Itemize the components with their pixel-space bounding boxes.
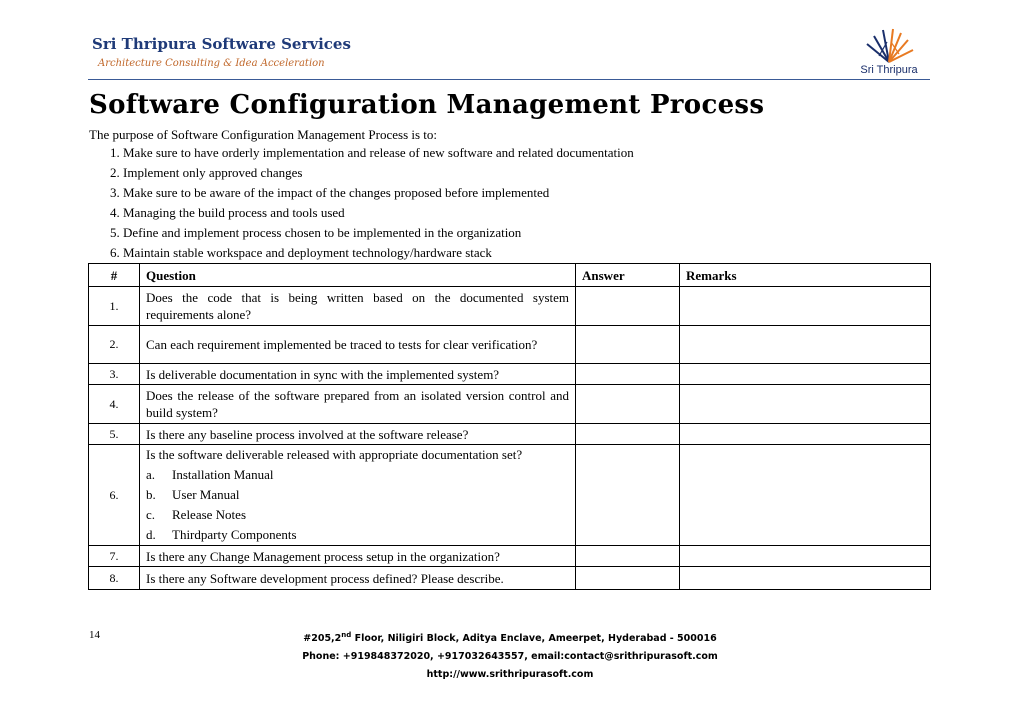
answer-cell[interactable] xyxy=(576,385,680,424)
address-superscript: nd xyxy=(341,630,352,639)
row-number: 5. xyxy=(89,424,140,445)
row-question xyxy=(140,445,576,546)
remarks-cell[interactable] xyxy=(680,424,931,445)
column-header-answer: Answer xyxy=(576,264,680,287)
row-question: Is there any Software development process defined? Please describe. xyxy=(140,567,576,590)
remarks-cell[interactable] xyxy=(680,445,931,546)
table-row xyxy=(89,546,931,567)
table-row xyxy=(89,445,931,546)
purpose-item: 1. Make sure to have orderly implementation and release of new software and related documentation xyxy=(110,145,634,160)
list-item-letter: d. xyxy=(146,526,156,542)
company-tagline: Architecture Consulting & Idea Acceleration xyxy=(98,58,325,69)
table-row xyxy=(89,567,931,590)
address-part: Floor, Niligiri Block, Aditya Enclave, Ameerpet, Hyderabad - 500016 xyxy=(351,633,717,644)
purpose-list xyxy=(110,144,634,264)
sunburst-logo-icon xyxy=(846,24,932,64)
remarks-cell[interactable] xyxy=(680,385,931,424)
address-part: #205,2 xyxy=(303,633,342,644)
list-item xyxy=(146,465,569,485)
column-header-question: Question xyxy=(140,264,576,287)
purpose-item: 4. Managing the build process and tools used xyxy=(110,205,345,220)
remarks-cell[interactable] xyxy=(680,326,931,364)
table-row xyxy=(89,364,931,385)
header-divider xyxy=(88,79,930,80)
purpose-item: 3. Make sure to be aware of the impact of the changes proposed before implemented xyxy=(110,185,550,200)
table-header-row xyxy=(89,264,931,287)
list-item-letter: c. xyxy=(146,506,156,522)
list-item-text: Release Notes xyxy=(172,506,247,522)
page-title: Software Configuration Management Process xyxy=(89,90,765,120)
footer-contact xyxy=(300,630,720,684)
list-item-text: Thirdparty Components xyxy=(172,526,297,542)
company-name: Sri Thripura Software Services xyxy=(92,35,351,53)
row-question: Is there any baseline process involved at the software release? xyxy=(140,424,576,445)
row-question: Can each requirement implemented be traced to tests for clear verification? xyxy=(140,326,576,364)
row-number: 6. xyxy=(89,445,140,546)
row-number: 7. xyxy=(89,546,140,567)
purpose-item: 5. Define and implement process chosen to be implemented in the organization xyxy=(110,225,522,240)
remarks-cell[interactable] xyxy=(680,546,931,567)
remarks-cell[interactable] xyxy=(680,364,931,385)
row-number: 8. xyxy=(89,567,140,590)
answer-cell[interactable] xyxy=(576,546,680,567)
row-question-text: Is the software deliverable released with appropriate documentation set? xyxy=(146,446,523,462)
table-row xyxy=(89,287,931,326)
checklist-table xyxy=(88,263,931,590)
answer-cell[interactable] xyxy=(576,287,680,326)
row-number: 1. xyxy=(89,287,140,326)
company-logo xyxy=(846,24,932,80)
row-number: 3. xyxy=(89,364,140,385)
row-question: Does the code that is being written based on the documented system requirements alone? xyxy=(140,287,576,326)
list-item-letter: a. xyxy=(146,466,156,482)
list-item xyxy=(146,505,569,525)
row-question: Does the release of the software prepared from an isolated version control and build system? xyxy=(140,385,576,424)
answer-cell[interactable] xyxy=(576,445,680,546)
remarks-cell[interactable] xyxy=(680,287,931,326)
row-question: Is deliverable documentation in sync with the implemented system? xyxy=(140,364,576,385)
list-item-text: Installation Manual xyxy=(172,466,274,482)
table-row xyxy=(89,385,931,424)
table-row xyxy=(89,326,931,364)
page-number: 14 xyxy=(89,629,100,641)
footer-address-line xyxy=(300,630,720,648)
list-item-text: User Manual xyxy=(172,486,240,502)
intro-text: The purpose of Software Configuration Management Process is to: xyxy=(89,127,438,142)
purpose-item: 2. Implement only approved changes xyxy=(110,165,303,180)
list-item-letter: b. xyxy=(146,486,156,502)
footer-website[interactable]: http://www.srithripurasoft.com xyxy=(426,669,594,680)
answer-cell[interactable] xyxy=(576,567,680,590)
letterhead xyxy=(92,35,351,70)
column-header-remarks: Remarks xyxy=(680,264,931,287)
row-number: 4. xyxy=(89,385,140,424)
answer-cell[interactable] xyxy=(576,424,680,445)
list-item xyxy=(146,485,569,505)
answer-cell[interactable] xyxy=(576,364,680,385)
purpose-item: 6. Maintain stable workspace and deployment technology/hardware stack xyxy=(110,245,492,260)
answer-cell[interactable] xyxy=(576,326,680,364)
table-row xyxy=(89,424,931,445)
column-header-number: # xyxy=(89,264,140,287)
row-question: Is there any Change Management process setup in the organization? xyxy=(140,546,576,567)
row-number: 2. xyxy=(89,326,140,364)
logo-text: Sri Thripura xyxy=(860,64,918,76)
list-item xyxy=(146,525,569,545)
remarks-cell[interactable] xyxy=(680,567,931,590)
documentation-list xyxy=(146,465,569,545)
footer-phone-line: Phone: +919848372020, +917032643557, email:contact@srithripurasoft.com xyxy=(302,651,718,662)
